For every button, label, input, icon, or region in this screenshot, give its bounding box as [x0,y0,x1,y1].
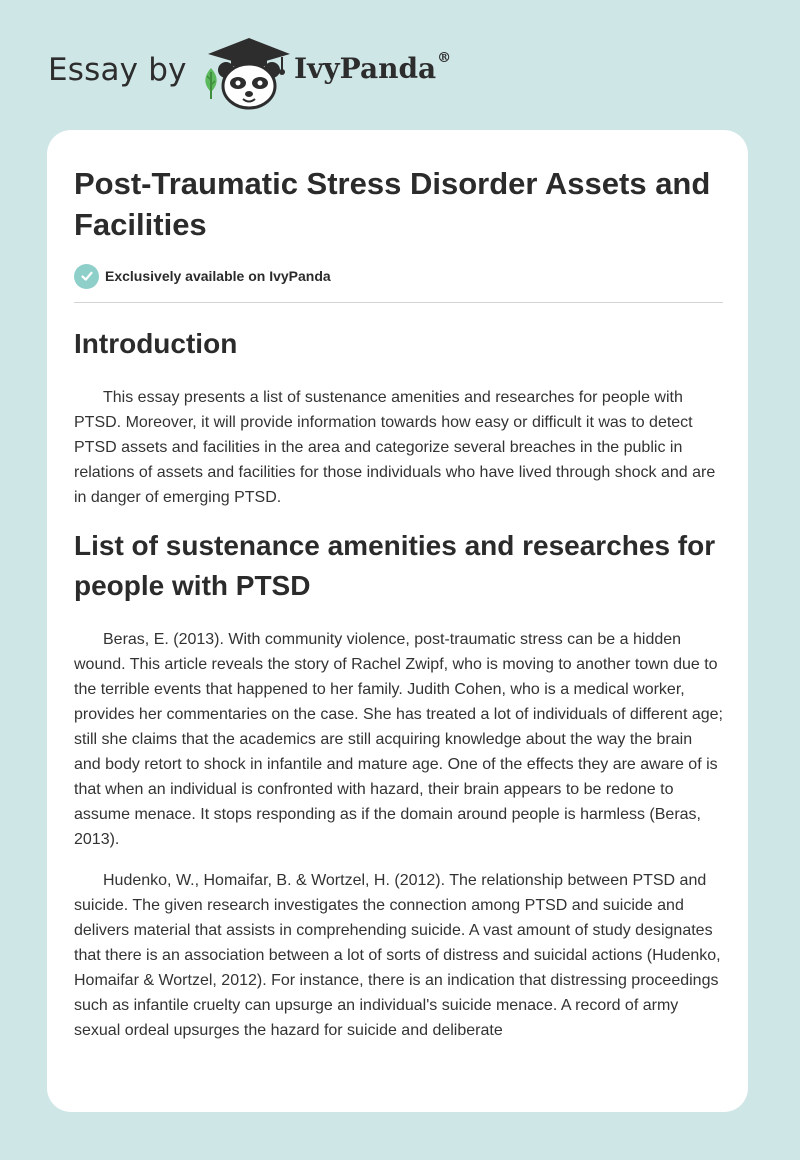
article-card [47,130,748,1112]
panda-graduate-icon[interactable] [206,36,292,110]
checkmark-icon [74,264,99,289]
paragraph: Hudenko, W., Homaifar, B. & Wortzel, H. (2012). The relationship between PTSD and suicide. The given research investigates the connection among PTSD and suicide and delivers material that assists in comprehending suicide. A vast amount of study designates that there is an association between a lot of sorts of distress and suicidal actions (Hudenko, Homaifar & Wortzel, 2012). For instance, there is an indication that distressing proceedings such as infantile cruelty can upsurge an individual's suicide menace. A record of army sexual ordeal upsurges the hazard for suicide and deliberate [74,872,721,1039]
section-heading-list: List of sustenance amenities and researches for people with PTSD [74,530,716,601]
paragraph: Beras, E. (2013). With community violence, post-traumatic stress can be a hidden wound. This article reveals the story of Rachel Zwipf, who is moving to another town due to the terrible events that happened to her family. Judith Cohen, who is a medical worker, provides her commentaries on the case. She has treated a lot of individuals of different age; still she claims that the academics are still acquiring knowledge about the way the brain and body retort to shock in infantile and mature age. One of the effects they are aware of is that when an individual is confronted with hazard, their brain appears to be redone to assume menace. It stops responding as if the domain around people is harmless (Beras, 2013). [74,631,723,848]
section-heading-introduction: Introduction [74,328,238,359]
essay-by-label: Essay by [48,52,187,88]
site-header [48,30,508,110]
brand-name[interactable]: IvyPanda® [294,50,452,85]
paragraph: This essay presents a list of sustenance amenities and researches for people with PTSD. Moreover, it will provide information towards how easy or difficult it was to detect PTSD assets and facilities in the area and categorize several breaches in the public in relations of assets and facilities for those individuals who have lived through shock and are in danger of emerging PTSD. [74,389,716,506]
exclusive-badge [74,263,331,289]
page-title: Post-Traumatic Stress Disorder Assets and Facilities [74,166,711,242]
exclusive-badge-label: Exclusively available on IvyPanda [105,268,331,284]
divider [74,302,723,303]
